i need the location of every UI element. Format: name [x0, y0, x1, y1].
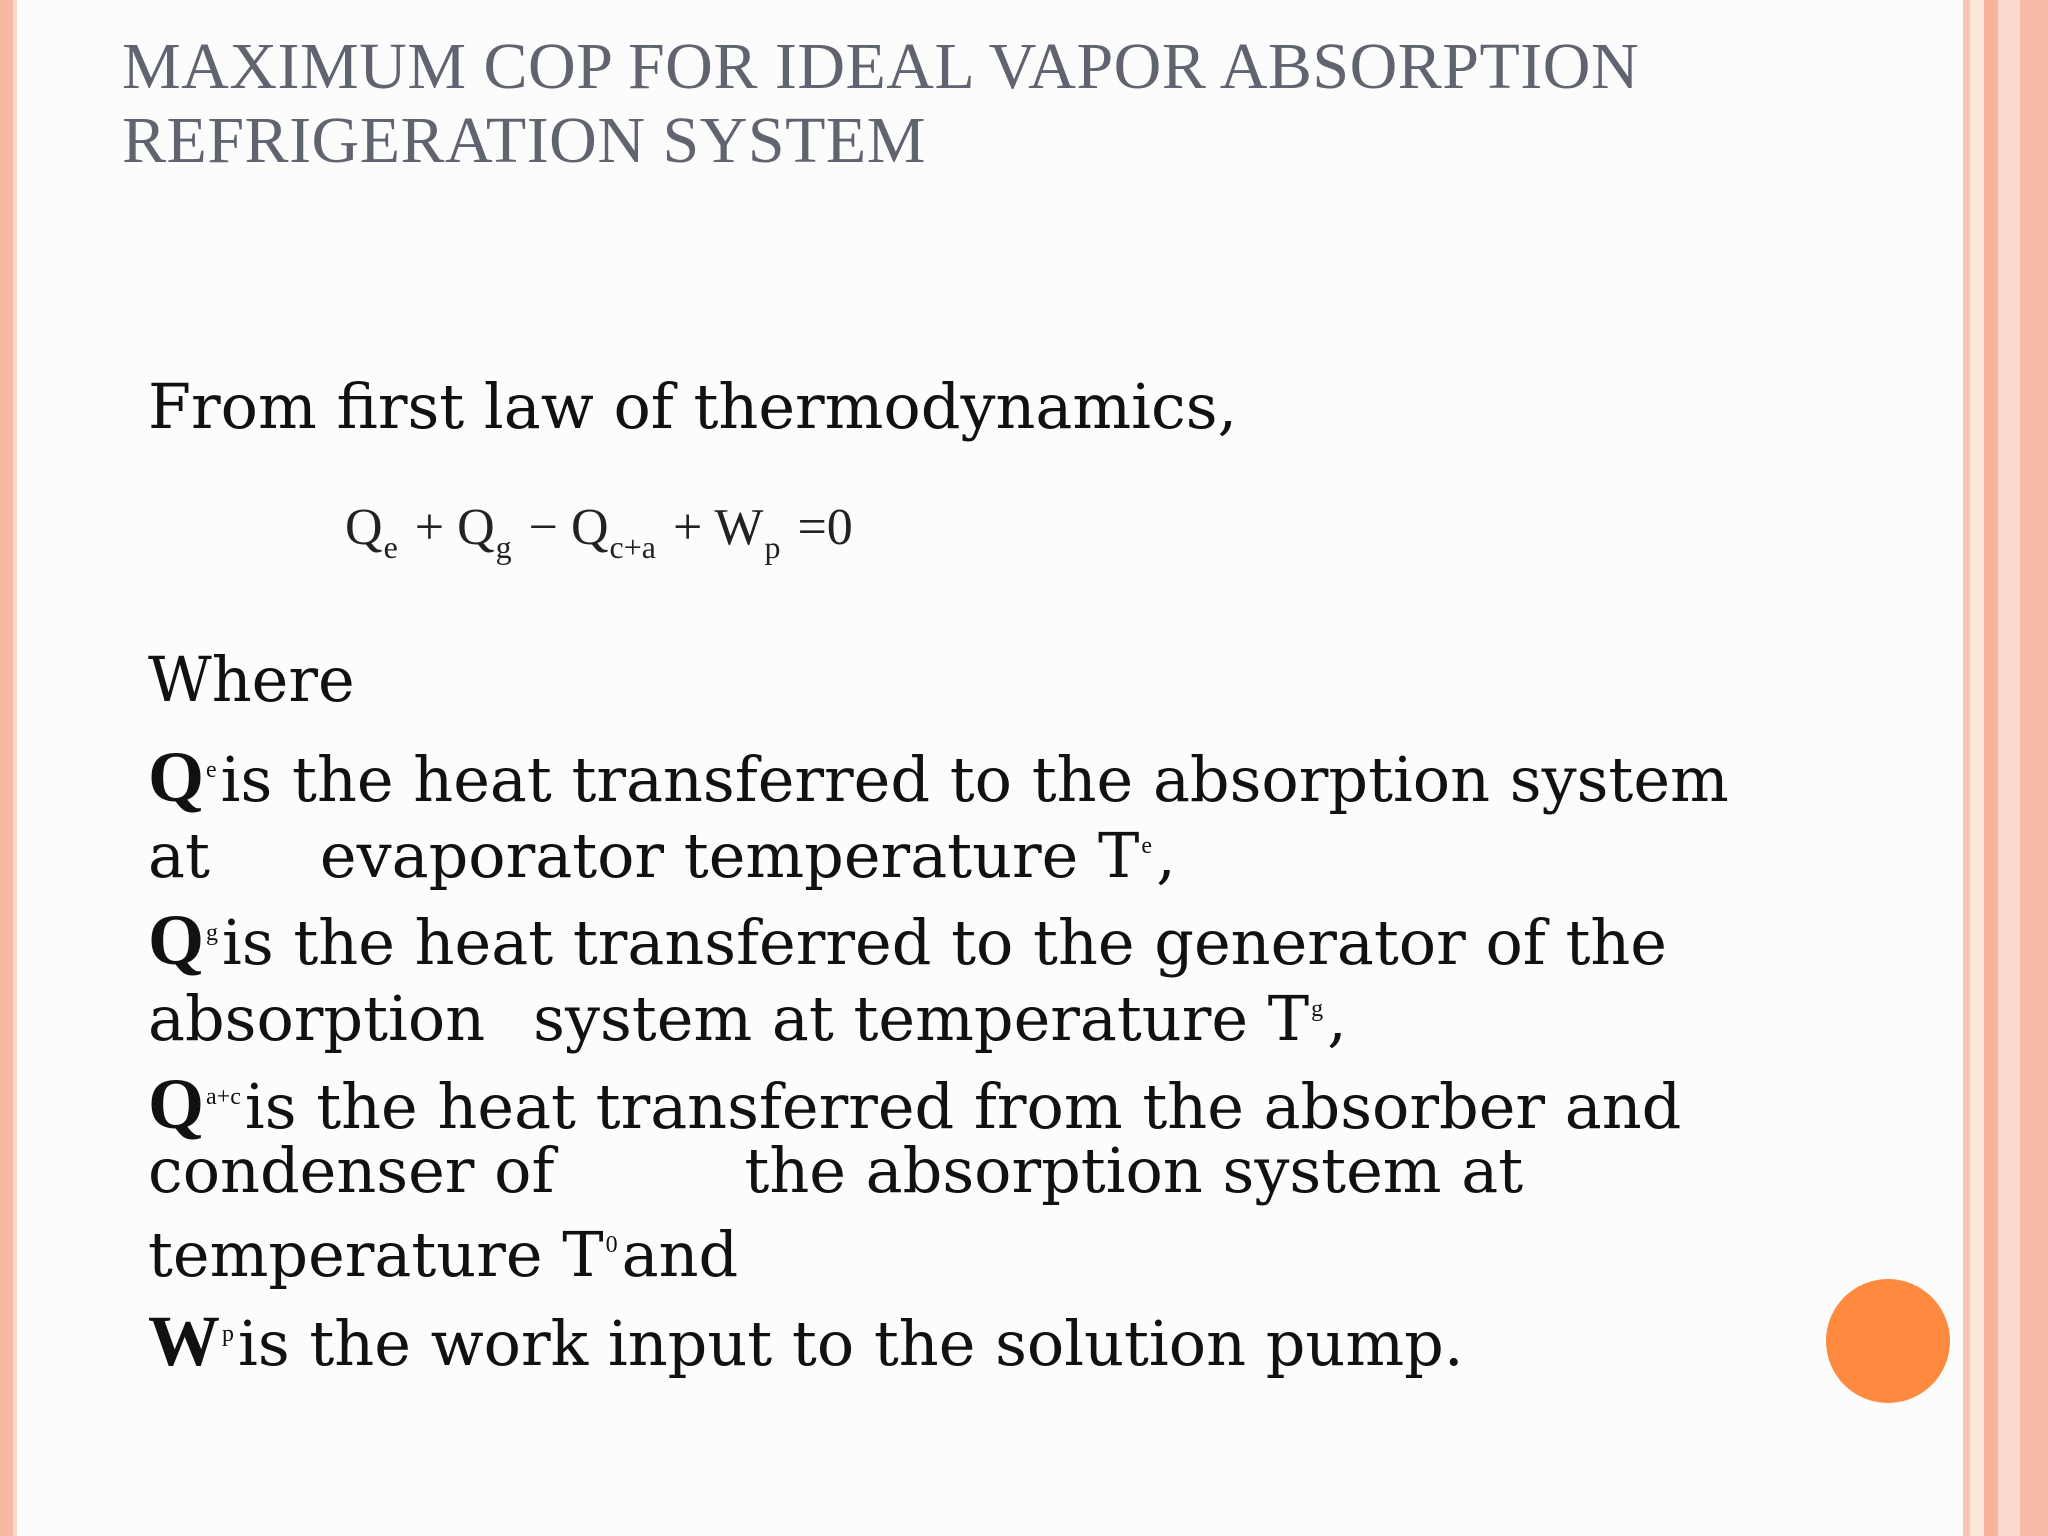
qac-text: is the heat transferred from the absorber and	[244, 1070, 1682, 1143]
qac-line3-end: and	[621, 1218, 739, 1291]
eq-sub-p: p	[764, 529, 781, 565]
qg-line2-start: absorption	[148, 982, 486, 1055]
right-border-band	[1984, 0, 1998, 1536]
qe-definition-line1	[148, 733, 1729, 817]
qg-symbol: Q	[148, 900, 205, 980]
intro-text: From first law of thermodynamics,	[148, 370, 1238, 443]
qac-line2-start: condenser of	[148, 1134, 555, 1207]
eq-minus: −	[528, 499, 558, 556]
qg-line2-text: system at temperature T	[533, 982, 1310, 1055]
qe-line2-text: evaporator temperature T	[319, 819, 1140, 892]
right-border-band	[1963, 0, 1970, 1536]
wp-definition-line1	[148, 1297, 1464, 1381]
left-border-line	[13, 0, 17, 1536]
qe-subscript: e	[206, 757, 217, 783]
qac-subscript: a+c	[206, 1084, 241, 1110]
qac-line3-text: temperature T	[148, 1218, 604, 1291]
qg-line2-end: ,	[1327, 982, 1347, 1055]
eq-plus: +	[414, 499, 445, 556]
left-border-stripe	[0, 0, 13, 1536]
qg-subscript: g	[206, 920, 219, 946]
qe-text: is the heat transferred to the absorption system	[220, 743, 1729, 816]
qe-symbol: Q	[148, 737, 205, 817]
right-border-band	[2020, 0, 2048, 1536]
eq-equals-zero: =0	[797, 499, 853, 556]
qg-text: is the heat transferred to the generator of the	[222, 906, 1667, 979]
wp-symbol: W	[148, 1301, 220, 1381]
qac-definition-line3	[148, 1208, 738, 1292]
where-label: Where	[148, 643, 355, 716]
eq-q: Q	[570, 499, 609, 556]
qac-temp-subscript: 0	[605, 1232, 618, 1258]
right-border-band	[1998, 0, 2020, 1536]
qe-temp-subscript: e	[1141, 833, 1153, 859]
qe-line2-start: at	[148, 819, 210, 892]
eq-w: W	[714, 499, 764, 556]
qac-line2-text: the absorption system at	[744, 1134, 1524, 1207]
wp-subscript: p	[222, 1321, 234, 1347]
qac-definition-line2	[148, 1134, 1523, 1208]
eq-q: Q	[345, 499, 383, 556]
qe-line2-end: ,	[1156, 819, 1176, 892]
right-border-band	[1970, 0, 1984, 1536]
qac-symbol: Q	[148, 1064, 205, 1144]
eq-plus: +	[673, 499, 703, 556]
qg-definition-line1	[148, 896, 1667, 980]
decorative-orange-circle	[1826, 1279, 1950, 1403]
eq-sub-ca: c+a	[609, 529, 656, 565]
wp-text: is the work input to the solution pump.	[238, 1307, 1464, 1380]
slide-title: MAXIMUM COP FOR IDEAL VAPOR ABSORPTION REFRIGERATION SYSTEM	[122, 30, 1640, 177]
qg-temp-subscript: g	[1311, 996, 1324, 1022]
eq-sub-g: g	[495, 529, 512, 565]
qe-definition-line2	[148, 809, 1176, 893]
energy-balance-equation	[345, 498, 853, 566]
eq-q: Q	[457, 499, 495, 556]
qac-definition-line1	[148, 1060, 1681, 1144]
eq-sub-e: e	[383, 529, 398, 565]
qg-definition-line2	[148, 972, 1347, 1056]
